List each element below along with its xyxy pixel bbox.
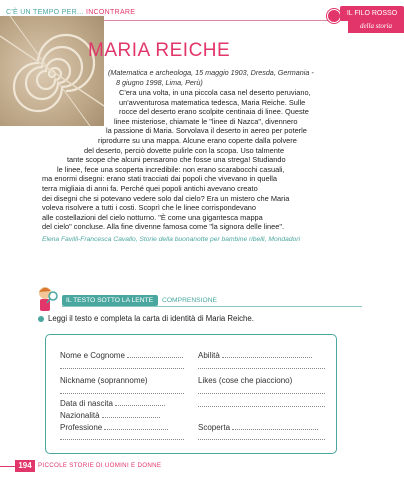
answer-line[interactable]	[60, 439, 184, 440]
instruction	[38, 314, 254, 323]
exercise-tag: IL TESTO SOTTO LA LENTE	[62, 295, 158, 306]
field-nascita	[60, 399, 165, 408]
boy-magnifier-icon	[35, 284, 59, 314]
field-professione	[60, 423, 168, 432]
story-line: del cielo" concluse. Alla fine divenne famosa come "la signora delle linee".	[42, 222, 285, 232]
answer-line[interactable]	[60, 368, 184, 369]
nazca-spiral-photo	[0, 16, 104, 126]
field-label: Abilità	[198, 351, 220, 360]
spiral-geoglyph-icon	[0, 16, 104, 126]
story-line: del deserto, perciò dovette pulirle con la scopa. Uso talmente	[84, 145, 285, 155]
answer-line[interactable]	[198, 368, 325, 369]
field-label: Professione	[60, 423, 103, 432]
story-line: tante scope che alcuni pensarono che fosse una strega! Studiando	[67, 155, 286, 165]
section-prefix: C'È UN TEMPO PER...	[6, 9, 84, 16]
story-line: alle costellazioni del cielo notturno. "È come una gigantesca mappa	[42, 212, 263, 222]
yarn-ball-icon	[327, 9, 341, 23]
answer-line[interactable]	[222, 351, 312, 358]
story-line: un'avventurosa matematica tedesca, Maria Reiche. Sulle	[119, 97, 306, 107]
story-line: C'era una volta, in una piccola casa nel deserto peruviano,	[119, 88, 311, 97]
field-scoperta	[198, 423, 318, 432]
story-line: terra migliaia di anni fa. Perché quei popoli antichi avevano creato	[42, 184, 258, 193]
answer-line[interactable]	[115, 399, 165, 406]
field-likes	[198, 376, 292, 385]
story-line: dei disegni che si potevano vedere solo dal cielo? Era un mistero che Maria	[42, 193, 290, 203]
story-line: la passione di Maria. Sorvolava il deserto in aereo per poterle	[106, 126, 307, 136]
bio	[108, 68, 362, 87]
field-abilita	[198, 351, 312, 360]
bullet-icon	[38, 316, 44, 322]
answer-line[interactable]	[104, 423, 168, 430]
page-number: 194	[15, 460, 35, 472]
story-line: rocce del deserto erano scolpite centinaia di linee. Queste	[119, 107, 309, 117]
bio-line: (Matematica e archeologa, 15 maggio 1903, Dresda, Germania -	[108, 68, 314, 77]
source-credit: Elena Favilli-Francesca Cavallo, Storie della buonanotte per bambine ribelli, Mondadori	[42, 236, 300, 243]
field-nickname	[60, 376, 148, 385]
field-label: Data di nascita	[60, 399, 113, 408]
ribbon-bottom: della storia	[348, 19, 404, 33]
footer-rule	[0, 466, 15, 467]
field-label: Nome e Cognome	[60, 351, 125, 360]
answer-line[interactable]	[198, 439, 325, 440]
field-label: Nickname (soprannome)	[60, 376, 148, 385]
answer-line[interactable]	[102, 411, 160, 418]
answer-line[interactable]	[198, 406, 325, 407]
field-label: Nazionalità	[60, 411, 100, 420]
page-title: MARIA REICHE	[88, 40, 231, 61]
instruction-text: Leggi il testo e completa la carta di identità di Maria Reiche.	[48, 314, 254, 323]
bio-line: 8 giugno 1998, Lima, Perù)	[116, 77, 203, 87]
section-label	[6, 9, 135, 16]
story-line: riprodurre su una mappa. Alcune erano coperte dalla polvere	[98, 136, 297, 145]
story-line: le linee, fece una scoperta incredibile: non erano scarabocchi casuali,	[57, 164, 285, 174]
story-line: ma enormi disegni: erano stati tracciati dai popoli che vivevano in quella	[42, 174, 277, 184]
exercise-divider	[62, 306, 362, 307]
section-highlight: INCONTRARE	[85, 9, 136, 16]
running-title: PICCOLE STORIE DI UOMINI E DONNE	[38, 462, 162, 469]
answer-line[interactable]	[198, 393, 325, 394]
story-line: voleva risolvere a tutti i costi. Scoprì che le linee corrispondevano	[42, 203, 257, 213]
field-label: Likes (cose che piacciono)	[198, 376, 293, 385]
ribbon-top: IL FILO ROSSO	[340, 6, 404, 21]
exercise-category: COMPRENSIONE	[162, 297, 217, 304]
field-label: Scoperta	[198, 423, 231, 432]
field-nazionalita	[60, 411, 160, 420]
field-nome	[60, 351, 183, 360]
story-line: linee misteriose, chiamate le "linee di Nazca", divennero	[114, 116, 298, 126]
answer-line[interactable]	[60, 393, 184, 394]
answer-line[interactable]	[232, 423, 318, 430]
ribbon-badge	[324, 6, 404, 36]
identity-card	[45, 334, 337, 454]
answer-line[interactable]	[127, 351, 183, 358]
